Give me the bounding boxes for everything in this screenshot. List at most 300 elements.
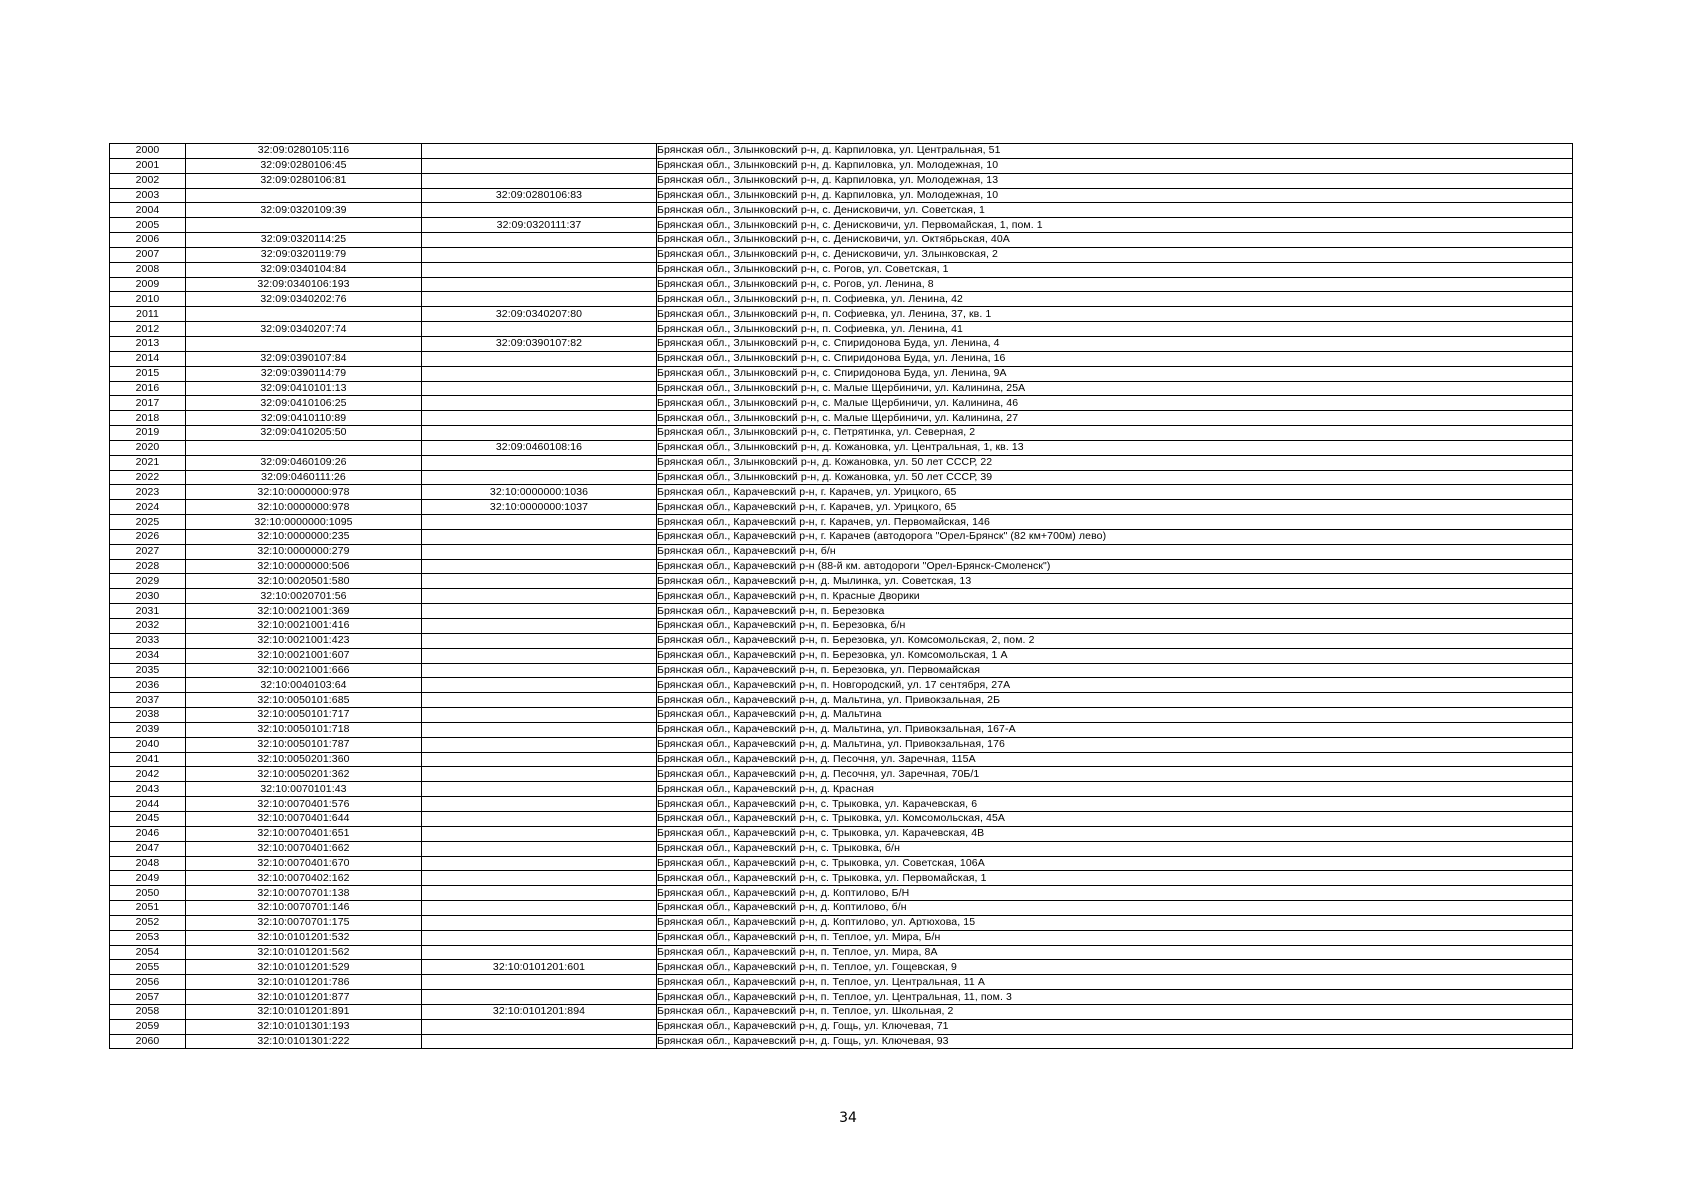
cadastral-number-cell (186, 307, 422, 322)
related-cadastral-number-cell: 32:10:0000000:1037 (422, 500, 657, 515)
address-cell: Брянская обл., Карачевский р-н, г. Карачев, ул. Урицкого, 65 (657, 500, 1573, 515)
address-cell: Брянская обл., Злынковский р-н, п. Софиевка, ул. Ленина, 41 (657, 322, 1573, 337)
table-row (110, 990, 1573, 1005)
table-row (110, 782, 1573, 797)
cadastral-number-cell: 32:10:0050201:362 (186, 767, 422, 782)
table-row (110, 722, 1573, 737)
related-cadastral-number-cell (422, 945, 657, 960)
address-cell: Брянская обл., Злынковский р-н, с. Денисковичи, ул. Злынковская, 2 (657, 247, 1573, 262)
address-cell: Брянская обл., Злынковский р-н, д. Кожановка, ул. 50 лет СССР, 39 (657, 470, 1573, 485)
related-cadastral-number-cell (422, 767, 657, 782)
cadastral-number-cell: 32:10:0040103:64 (186, 678, 422, 693)
address-cell: Брянская обл., Карачевский р-н, п. Новгородский, ул. 17 сентября, 27А (657, 678, 1573, 693)
row-number-cell: 2020 (110, 440, 186, 455)
related-cadastral-number-cell (422, 262, 657, 277)
row-number-cell: 2027 (110, 544, 186, 559)
related-cadastral-number-cell (422, 871, 657, 886)
address-cell: Брянская обл., Злынковский р-н, с. Спиридонова Буда, ул. Ленина, 16 (657, 351, 1573, 366)
cadastral-number-cell: 32:10:0021001:369 (186, 604, 422, 619)
cadastral-number-cell: 32:10:0070401:651 (186, 826, 422, 841)
related-cadastral-number-cell (422, 292, 657, 307)
cadastral-number-cell: 32:09:0340106:193 (186, 277, 422, 292)
cadastral-number-cell (186, 336, 422, 351)
cadastral-number-cell: 32:10:0021001:423 (186, 633, 422, 648)
row-number-cell: 2018 (110, 411, 186, 426)
address-cell: Брянская обл., Карачевский р-н, п. Березовка (657, 604, 1573, 619)
table-row (110, 871, 1573, 886)
cadastral-number-cell: 32:10:0050101:717 (186, 708, 422, 723)
related-cadastral-number-cell (422, 619, 657, 634)
related-cadastral-number-cell (422, 693, 657, 708)
cadastral-number-cell: 32:09:0390114:79 (186, 366, 422, 381)
row-number-cell: 2000 (110, 144, 186, 159)
related-cadastral-number-cell (422, 173, 657, 188)
row-number-cell: 2047 (110, 841, 186, 856)
cadastral-number-cell: 32:10:0070402:162 (186, 871, 422, 886)
address-cell: Брянская обл., Злынковский р-н, с. Малые Щербиничи, ул. Калинина, 46 (657, 396, 1573, 411)
related-cadastral-number-cell (422, 426, 657, 441)
address-cell: Брянская обл., Карачевский р-н, с. Трыковка, ул. Советская, 106А (657, 856, 1573, 871)
related-cadastral-number-cell (422, 811, 657, 826)
row-number-cell: 2044 (110, 797, 186, 812)
table-row (110, 1034, 1573, 1049)
row-number-cell: 2043 (110, 782, 186, 797)
address-cell: Брянская обл., Злынковский р-н, п. Софиевка, ул. Ленина, 37, кв. 1 (657, 307, 1573, 322)
row-number-cell: 2016 (110, 381, 186, 396)
table-row (110, 619, 1573, 634)
row-number-cell: 2009 (110, 277, 186, 292)
address-cell: Брянская обл., Карачевский р-н, д. Гощь, ул. Ключевая, 93 (657, 1034, 1573, 1049)
row-number-cell: 2010 (110, 292, 186, 307)
related-cadastral-number-cell (422, 856, 657, 871)
address-cell: Брянская обл., Карачевский р-н, с. Трыковка, ул. Карачевская, 4В (657, 826, 1573, 841)
related-cadastral-number-cell (422, 604, 657, 619)
table-row (110, 589, 1573, 604)
row-number-cell: 2038 (110, 708, 186, 723)
row-number-cell: 2029 (110, 574, 186, 589)
table-row (110, 930, 1573, 945)
address-cell: Брянская обл., Карачевский р-н, д. Гощь, ул. Ключевая, 71 (657, 1019, 1573, 1034)
related-cadastral-number-cell (422, 515, 657, 530)
row-number-cell: 2005 (110, 218, 186, 233)
row-number-cell: 2050 (110, 886, 186, 901)
cadastral-number-cell: 32:10:0000000:235 (186, 529, 422, 544)
row-number-cell: 2003 (110, 188, 186, 203)
cadastral-number-cell (186, 218, 422, 233)
address-cell: Брянская обл., Злынковский р-н, д. Карпиловка, ул. Центральная, 51 (657, 144, 1573, 159)
related-cadastral-number-cell (422, 1034, 657, 1049)
row-number-cell: 2004 (110, 203, 186, 218)
cadastral-number-cell: 32:09:0280106:45 (186, 158, 422, 173)
table-row (110, 856, 1573, 871)
table-row (110, 633, 1573, 648)
related-cadastral-number-cell (422, 203, 657, 218)
related-cadastral-number-cell: 32:09:0280106:83 (422, 188, 657, 203)
address-cell: Брянская обл., Злынковский р-н, с. Денисковичи, ул. Октябрьская, 40А (657, 233, 1573, 248)
address-cell: Брянская обл., Карачевский р-н, п. Теплое, ул. Мира, Б/н (657, 930, 1573, 945)
row-number-cell: 2048 (110, 856, 186, 871)
table-row (110, 544, 1573, 559)
address-cell: Брянская обл., Карачевский р-н, п. Теплое, ул. Центральная, 11 А (657, 975, 1573, 990)
address-cell: Брянская обл., Карачевский р-н, г. Карачев (автодорога "Орел-Брянск" (82 км+700м) лево) (657, 529, 1573, 544)
address-cell: Брянская обл., Карачевский р-н, п. Красные Дворики (657, 589, 1573, 604)
related-cadastral-number-cell (422, 589, 657, 604)
table-row (110, 648, 1573, 663)
related-cadastral-number-cell (422, 322, 657, 337)
row-number-cell: 2012 (110, 322, 186, 337)
cadastral-number-cell: 32:10:0050101:685 (186, 693, 422, 708)
table-row (110, 945, 1573, 960)
table-row (110, 381, 1573, 396)
table-row (110, 158, 1573, 173)
cadastral-number-cell: 32:09:0280105:116 (186, 144, 422, 159)
related-cadastral-number-cell (422, 411, 657, 426)
table-row (110, 336, 1573, 351)
cadastral-number-cell: 32:10:0000000:1095 (186, 515, 422, 530)
table-row (110, 663, 1573, 678)
row-number-cell: 2058 (110, 1004, 186, 1019)
cadastral-number-cell: 32:10:0101301:193 (186, 1019, 422, 1034)
table-row (110, 144, 1573, 159)
cadastral-number-cell: 32:10:0050101:787 (186, 737, 422, 752)
related-cadastral-number-cell (422, 901, 657, 916)
cadastral-number-cell: 32:10:0101201:562 (186, 945, 422, 960)
address-cell: Брянская обл., Карачевский р-н, б/н (657, 544, 1573, 559)
related-cadastral-number-cell (422, 396, 657, 411)
address-cell: Брянская обл., Карачевский р-н, п. Березовка, ул. Комсомольская, 2, пом. 2 (657, 633, 1573, 648)
table-row (110, 678, 1573, 693)
related-cadastral-number-cell (422, 277, 657, 292)
table-row (110, 396, 1573, 411)
address-cell: Брянская обл., Карачевский р-н, п. Теплое, ул. Мира, 8А (657, 945, 1573, 960)
row-number-cell: 2017 (110, 396, 186, 411)
related-cadastral-number-cell: 32:09:0460108:16 (422, 440, 657, 455)
table-row (110, 203, 1573, 218)
cadastral-number-cell: 32:10:0000000:279 (186, 544, 422, 559)
address-cell: Брянская обл., Карачевский р-н, с. Трыковка, ул. Карачевская, 6 (657, 797, 1573, 812)
related-cadastral-number-cell (422, 574, 657, 589)
related-cadastral-number-cell (422, 990, 657, 1005)
cadastral-number-cell: 32:10:0050101:718 (186, 722, 422, 737)
table-row (110, 173, 1573, 188)
related-cadastral-number-cell (422, 529, 657, 544)
row-number-cell: 2031 (110, 604, 186, 619)
row-number-cell: 2022 (110, 470, 186, 485)
row-number-cell: 2015 (110, 366, 186, 381)
table-row (110, 1019, 1573, 1034)
cadastral-number-cell: 32:10:0070701:138 (186, 886, 422, 901)
address-cell: Брянская обл., Карачевский р-н, п. Теплое, ул. Гощевская, 9 (657, 960, 1573, 975)
related-cadastral-number-cell (422, 158, 657, 173)
related-cadastral-number-cell (422, 915, 657, 930)
address-cell: Брянская обл., Карачевский р-н, с. Трыковка, ул. Первомайская, 1 (657, 871, 1573, 886)
cadastral-number-cell: 32:10:0020501:580 (186, 574, 422, 589)
table-row (110, 411, 1573, 426)
related-cadastral-number-cell (422, 930, 657, 945)
table-row (110, 307, 1573, 322)
row-number-cell: 2040 (110, 737, 186, 752)
page-number: 34 (839, 1110, 857, 1126)
cadastral-number-cell: 32:10:0070401:662 (186, 841, 422, 856)
cadastral-number-cell: 32:09:0410205:50 (186, 426, 422, 441)
row-number-cell: 2007 (110, 247, 186, 262)
address-cell: Брянская обл., Злынковский р-н, с. Петрятинка, ул. Северная, 2 (657, 426, 1573, 441)
related-cadastral-number-cell (422, 381, 657, 396)
table-row (110, 737, 1573, 752)
address-cell: Брянская обл., Карачевский р-н, д. Мальтина, ул. Привокзальная, 167-А (657, 722, 1573, 737)
table-row (110, 559, 1573, 574)
related-cadastral-number-cell (422, 841, 657, 856)
table-row (110, 767, 1573, 782)
cadastral-number-cell: 32:10:0070701:146 (186, 901, 422, 916)
row-number-cell: 2021 (110, 455, 186, 470)
table-row (110, 604, 1573, 619)
row-number-cell: 2049 (110, 871, 186, 886)
cadastral-number-cell: 32:09:0340202:76 (186, 292, 422, 307)
row-number-cell: 2011 (110, 307, 186, 322)
cadastral-number-cell: 32:10:0000000:978 (186, 500, 422, 515)
row-number-cell: 2013 (110, 336, 186, 351)
address-cell: Брянская обл., Карачевский р-н, п. Березовка, ул. Первомайская (657, 663, 1573, 678)
related-cadastral-number-cell (422, 826, 657, 841)
cadastral-number-cell (186, 440, 422, 455)
row-number-cell: 2002 (110, 173, 186, 188)
cadastral-number-cell: 32:10:0000000:978 (186, 485, 422, 500)
address-cell: Брянская обл., Карачевский р-н, д. Мальтина, ул. Привокзальная, 2Б (657, 693, 1573, 708)
row-number-cell: 2059 (110, 1019, 186, 1034)
cadastral-number-cell: 32:10:0101201:786 (186, 975, 422, 990)
address-cell: Брянская обл., Карачевский р-н, п. Березовка, ул. Комсомольская, 1 А (657, 648, 1573, 663)
row-number-cell: 2045 (110, 811, 186, 826)
row-number-cell: 2041 (110, 752, 186, 767)
cadastral-number-cell: 32:10:0000000:506 (186, 559, 422, 574)
cadastral-number-cell: 32:10:0020701:56 (186, 589, 422, 604)
address-cell: Брянская обл., Карачевский р-н, г. Карачев, ул. Первомайская, 146 (657, 515, 1573, 530)
cadastral-number-cell: 32:09:0340207:74 (186, 322, 422, 337)
row-number-cell: 2054 (110, 945, 186, 960)
related-cadastral-number-cell (422, 470, 657, 485)
row-number-cell: 2001 (110, 158, 186, 173)
address-cell: Брянская обл., Карачевский р-н, п. Теплое, ул. Центральная, 11, пом. 3 (657, 990, 1573, 1005)
cadastral-number-cell: 32:10:0050201:360 (186, 752, 422, 767)
row-number-cell: 2019 (110, 426, 186, 441)
cadastral-number-cell: 32:10:0070401:576 (186, 797, 422, 812)
table-body (110, 144, 1573, 1049)
cadastral-number-cell: 32:10:0021001:666 (186, 663, 422, 678)
cadastral-number-cell: 32:10:0070401:670 (186, 856, 422, 871)
table-row (110, 708, 1573, 723)
cadastral-number-cell: 32:09:0340104:84 (186, 262, 422, 277)
table-row (110, 277, 1573, 292)
address-cell: Брянская обл., Злынковский р-н, д. Карпиловка, ул. Молодежная, 13 (657, 173, 1573, 188)
row-number-cell: 2042 (110, 767, 186, 782)
row-number-cell: 2034 (110, 648, 186, 663)
address-cell: Брянская обл., Карачевский р-н, г. Карачев, ул. Урицкого, 65 (657, 485, 1573, 500)
related-cadastral-number-cell (422, 975, 657, 990)
cadastral-number-cell: 32:10:0101301:222 (186, 1034, 422, 1049)
row-number-cell: 2035 (110, 663, 186, 678)
address-cell: Брянская обл., Злынковский р-н, с. Денисковичи, ул. Первомайская, 1, пом. 1 (657, 218, 1573, 233)
table-row (110, 975, 1573, 990)
address-cell: Брянская обл., Карачевский р-н, п. Березовка, б/н (657, 619, 1573, 634)
cadastral-number-cell: 32:09:0460109:26 (186, 455, 422, 470)
row-number-cell: 2030 (110, 589, 186, 604)
related-cadastral-number-cell (422, 247, 657, 262)
related-cadastral-number-cell: 32:09:0340207:80 (422, 307, 657, 322)
cadastral-number-cell: 32:09:0320109:39 (186, 203, 422, 218)
address-cell: Брянская обл., Злынковский р-н, д. Карпиловка, ул. Молодежная, 10 (657, 158, 1573, 173)
address-cell: Брянская обл., Злынковский р-н, д. Карпиловка, ул. Молодежная, 10 (657, 188, 1573, 203)
address-cell: Брянская обл., Карачевский р-н, д. Мылинка, ул. Советская, 13 (657, 574, 1573, 589)
cadastral-number-cell: 32:09:0320114:25 (186, 233, 422, 248)
related-cadastral-number-cell (422, 1019, 657, 1034)
table-row (110, 366, 1573, 381)
address-cell: Брянская обл., Карачевский р-н, с. Трыковка, б/н (657, 841, 1573, 856)
table-row (110, 292, 1573, 307)
cadastral-number-cell: 32:09:0320119:79 (186, 247, 422, 262)
related-cadastral-number-cell (422, 663, 657, 678)
table-row (110, 470, 1573, 485)
row-number-cell: 2006 (110, 233, 186, 248)
table-row (110, 886, 1573, 901)
related-cadastral-number-cell (422, 633, 657, 648)
cadastral-number-cell: 32:09:0410106:25 (186, 396, 422, 411)
row-number-cell: 2055 (110, 960, 186, 975)
table-row (110, 262, 1573, 277)
related-cadastral-number-cell (422, 144, 657, 159)
related-cadastral-number-cell (422, 366, 657, 381)
table-row (110, 233, 1573, 248)
table-row (110, 440, 1573, 455)
table-row (110, 322, 1573, 337)
address-cell: Брянская обл., Карачевский р-н, д. Коптилово, б/н (657, 901, 1573, 916)
address-cell: Брянская обл., Карачевский р-н, д. Песочня, ул. Заречная, 70Б/1 (657, 767, 1573, 782)
row-number-cell: 2046 (110, 826, 186, 841)
related-cadastral-number-cell (422, 559, 657, 574)
related-cadastral-number-cell (422, 455, 657, 470)
address-cell: Брянская обл., Злынковский р-н, с. Малые Щербиничи, ул. Калинина, 25А (657, 381, 1573, 396)
cadastral-number-cell: 32:09:0410110:89 (186, 411, 422, 426)
cadastral-number-cell: 32:10:0101201:529 (186, 960, 422, 975)
row-number-cell: 2039 (110, 722, 186, 737)
row-number-cell: 2033 (110, 633, 186, 648)
table-row (110, 960, 1573, 975)
table-row (110, 693, 1573, 708)
cadastral-number-cell (186, 188, 422, 203)
related-cadastral-number-cell (422, 797, 657, 812)
address-cell: Брянская обл., Карачевский р-н, д. Мальтина, ул. Привокзальная, 176 (657, 737, 1573, 752)
address-cell: Брянская обл., Злынковский р-н, с. Спиридонова Буда, ул. Ленина, 9А (657, 366, 1573, 381)
property-registry-table (109, 143, 1573, 1049)
row-number-cell: 2036 (110, 678, 186, 693)
related-cadastral-number-cell (422, 351, 657, 366)
address-cell: Брянская обл., Карачевский р-н, д. Коптилово, ул. Артюхова, 15 (657, 915, 1573, 930)
row-number-cell: 2026 (110, 529, 186, 544)
related-cadastral-number-cell (422, 233, 657, 248)
related-cadastral-number-cell (422, 737, 657, 752)
address-cell: Брянская обл., Злынковский р-н, с. Денисковичи, ул. Советская, 1 (657, 203, 1573, 218)
address-cell: Брянская обл., Карачевский р-н, д. Песочня, ул. Заречная, 115А (657, 752, 1573, 767)
table-row (110, 188, 1573, 203)
table-row (110, 811, 1573, 826)
cadastral-number-cell: 32:10:0101201:877 (186, 990, 422, 1005)
row-number-cell: 2057 (110, 990, 186, 1005)
cadastral-number-cell: 32:09:0460111:26 (186, 470, 422, 485)
row-number-cell: 2023 (110, 485, 186, 500)
table-row (110, 1004, 1573, 1019)
row-number-cell: 2053 (110, 930, 186, 945)
table-row (110, 500, 1573, 515)
row-number-cell: 2028 (110, 559, 186, 574)
row-number-cell: 2060 (110, 1034, 186, 1049)
address-cell: Брянская обл., Карачевский р-н, д. Коптилово, Б/Н (657, 886, 1573, 901)
related-cadastral-number-cell (422, 782, 657, 797)
address-cell: Брянская обл., Злынковский р-н, д. Кожановка, ул. Центральная, 1, кв. 13 (657, 440, 1573, 455)
related-cadastral-number-cell: 32:09:0390107:82 (422, 336, 657, 351)
cadastral-number-cell: 32:10:0021001:416 (186, 619, 422, 634)
cadastral-number-cell: 32:10:0021001:607 (186, 648, 422, 663)
address-cell: Брянская обл., Злынковский р-н, с. Спиридонова Буда, ул. Ленина, 4 (657, 336, 1573, 351)
cadastral-number-cell: 32:10:0070701:175 (186, 915, 422, 930)
table-row (110, 485, 1573, 500)
table-row (110, 218, 1573, 233)
related-cadastral-number-cell: 32:10:0101201:601 (422, 960, 657, 975)
related-cadastral-number-cell (422, 708, 657, 723)
cadastral-number-cell: 32:09:0390107:84 (186, 351, 422, 366)
table-row (110, 752, 1573, 767)
related-cadastral-number-cell (422, 648, 657, 663)
cadastral-number-cell: 32:09:0280106:81 (186, 173, 422, 188)
address-cell: Брянская обл., Карачевский р-н, с. Трыковка, ул. Комсомольская, 45А (657, 811, 1573, 826)
cadastral-number-cell: 32:09:0410101:13 (186, 381, 422, 396)
address-cell: Брянская обл., Карачевский р-н, п. Теплое, ул. Школьная, 2 (657, 1004, 1573, 1019)
table-row (110, 351, 1573, 366)
row-number-cell: 2014 (110, 351, 186, 366)
table-row (110, 915, 1573, 930)
table-row (110, 841, 1573, 856)
address-cell: Брянская обл., Карачевский р-н, д. Мальтина (657, 708, 1573, 723)
address-cell: Брянская обл., Карачевский р-н, д. Красная (657, 782, 1573, 797)
row-number-cell: 2037 (110, 693, 186, 708)
row-number-cell: 2024 (110, 500, 186, 515)
related-cadastral-number-cell (422, 544, 657, 559)
table-row (110, 574, 1573, 589)
related-cadastral-number-cell (422, 678, 657, 693)
related-cadastral-number-cell: 32:09:0320111:37 (422, 218, 657, 233)
table-row (110, 455, 1573, 470)
related-cadastral-number-cell (422, 886, 657, 901)
table-row (110, 826, 1573, 841)
table-row (110, 529, 1573, 544)
related-cadastral-number-cell: 32:10:0000000:1036 (422, 485, 657, 500)
address-cell: Брянская обл., Карачевский р-н (88-й км. автодороги "Орел-Брянск-Смоленск") (657, 559, 1573, 574)
row-number-cell: 2052 (110, 915, 186, 930)
related-cadastral-number-cell (422, 752, 657, 767)
table-row (110, 426, 1573, 441)
address-cell: Брянская обл., Злынковский р-н, д. Кожановка, ул. 50 лет СССР, 22 (657, 455, 1573, 470)
row-number-cell: 2008 (110, 262, 186, 277)
address-cell: Брянская обл., Злынковский р-н, с. Малые Щербиничи, ул. Калинина, 27 (657, 411, 1573, 426)
row-number-cell: 2025 (110, 515, 186, 530)
cadastral-number-cell: 32:10:0070101:43 (186, 782, 422, 797)
table-row (110, 247, 1573, 262)
related-cadastral-number-cell (422, 722, 657, 737)
cadastral-number-cell: 32:10:0070401:644 (186, 811, 422, 826)
cadastral-number-cell: 32:10:0101201:532 (186, 930, 422, 945)
row-number-cell: 2056 (110, 975, 186, 990)
table-row (110, 797, 1573, 812)
cadastral-number-cell: 32:10:0101201:891 (186, 1004, 422, 1019)
